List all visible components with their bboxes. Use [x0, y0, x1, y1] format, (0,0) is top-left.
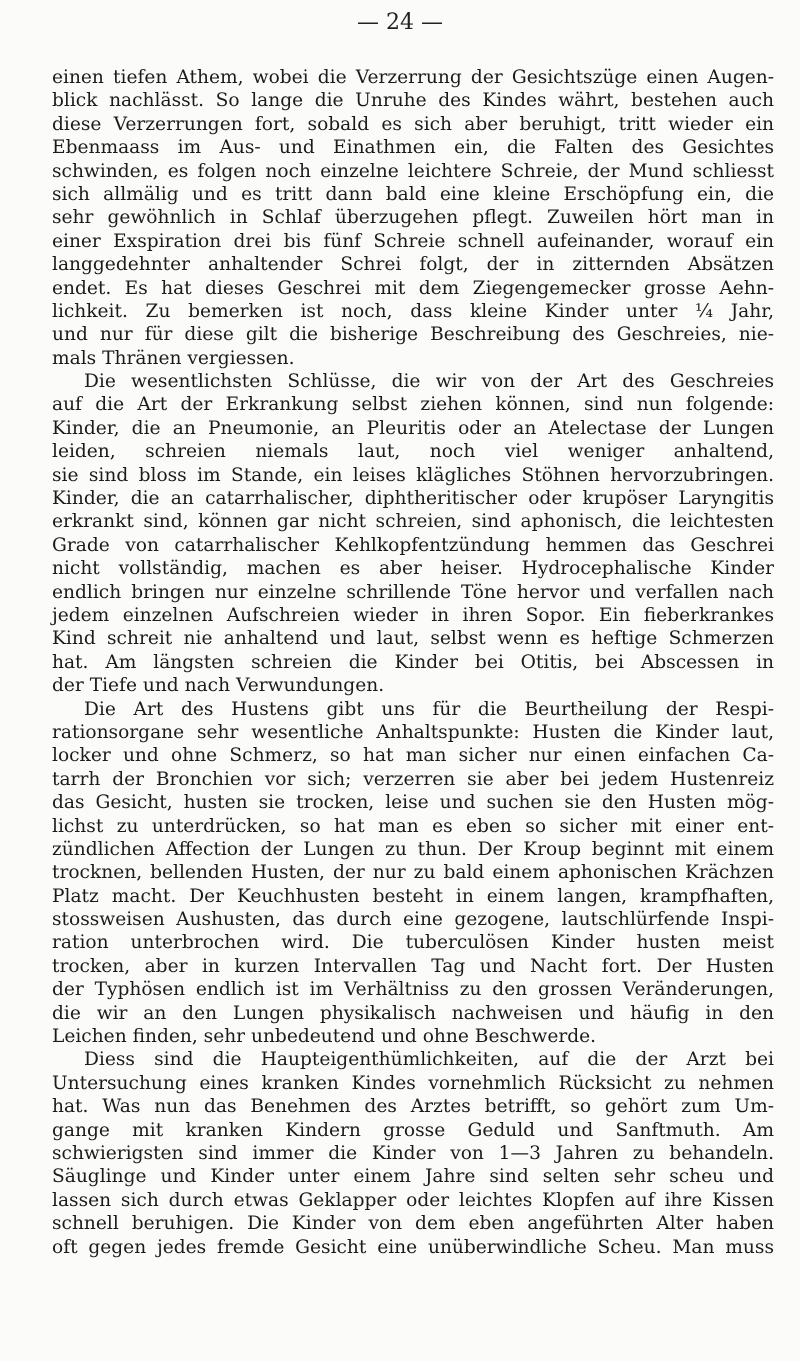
text-line: auf die Art der Erkrankung selbst ziehen können, sind nun folgende: [52, 394, 774, 416]
text-line: zündlichen Affection der Lungen zu thun. Der Kroup beginnt mit einem [52, 838, 774, 860]
text-line: diese Verzerrungen fort, sobald es sich aber beruhigt, tritt wieder ein [52, 113, 774, 135]
text-line: Kind schreit nie anhaltend und laut, selbst wenn es heftige Schmerzen [52, 628, 774, 650]
text-line: der Tiefe und nach Verwundungen. [52, 675, 385, 697]
text-line: einen tiefen Athem, wobei die Verzerrung der Gesichtszüge einen Augen- [52, 67, 774, 88]
text-line: Die wesentlichsten Schlüsse, die wir von der Art des Geschreies [84, 371, 774, 393]
text-line: und nur für diese gilt die bisherige Beschreibung des Geschreies, nie- [52, 324, 774, 346]
text-line: hat. Am längsten schreien die Kinder bei Otitis, bei Abscessen in [52, 651, 774, 673]
text-line: rationsorgane sehr wesentliche Anhaltspunkte: Husten die Kinder laut, [52, 721, 774, 743]
text-line: das Gesicht, husten sie trocken, leise und suchen sie den Husten mög- [52, 792, 774, 814]
text-line: trocken, aber in kurzen Intervallen Tag und Nacht fort. Der Husten [52, 955, 774, 977]
text-line: Untersuchung eines kranken Kindes vornehmlich Rücksicht zu nehmen [52, 1072, 774, 1094]
text-line: schwierigsten sind immer die Kinder von 1—3 Jahren zu behandeln. [52, 1142, 774, 1164]
text-line: stossweisen Aushusten, das durch eine gezogene, lautschlürfende Inspi- [52, 909, 774, 931]
text-line: sehr gewöhnlich in Schlaf überzugehen pflegt. Zuweilen hört man in [52, 207, 774, 229]
text-line: leiden, schreien niemals laut, noch viel weniger anhaltend, [52, 441, 774, 463]
text-line: trocknen, bellenden Husten, der nur zu bald einem aphonischen Krächzen [52, 862, 774, 884]
text-line: ration unterbrochen wird. Die tuberculösen Kinder husten meist [52, 932, 774, 954]
body-text [52, 66, 774, 1259]
text-line: Säuglinge und Kinder unter einem Jahre sind selten sehr scheu und [52, 1166, 774, 1188]
text-line: jedem einzelnen Aufschreien wieder in ihren Sopor. Ein fieberkrankes [52, 604, 774, 626]
text-line: lichkeit. Zu bemerken ist noch, dass kleine Kinder unter ¼ Jahr, [52, 300, 774, 322]
text-line: Diess sind die Haupteigenthümlichkeiten, auf die der Arzt bei [84, 1049, 774, 1071]
text-line: Die Art des Hustens gibt uns für die Beurtheilung der Respi- [84, 698, 774, 720]
text-line: nicht vollständig, machen es aber heiser. Hydrocephalische Kinder [52, 558, 774, 580]
text-line: einer Exspiration drei bis fünf Schreie schnell aufeinander, worauf ein [52, 230, 774, 252]
text-line: Leichen finden, sehr unbedeutend und ohne Beschwerde. [52, 1026, 597, 1048]
text-line: schnell beruhigen. Die Kinder von dem eben angeführten Alter haben [52, 1213, 774, 1235]
text-line: sich allmälig und es tritt dann bald eine kleine Erschöpfung ein, die [52, 183, 774, 205]
text-line: lichst zu unterdrücken, so hat man es eben so sicher mit einer ent- [52, 815, 774, 837]
text-line: langgedehnter anhaltender Schrei folgt, der in zitternden Absätzen [52, 254, 774, 276]
text-line: endlich bringen nur einzelne schrillende Töne hervor und verfallen nach [52, 581, 774, 603]
text-line: Platz macht. Der Keuchhusten besteht in einem langen, krampfhaften, [52, 885, 774, 907]
text-line: Grade von catarrhalischer Kehlkopfentzündung hemmen das Geschrei [52, 534, 774, 556]
text-line: lassen sich durch etwas Geklapper oder leichtes Klopfen auf ihre Kissen [52, 1189, 774, 1211]
page-number: — 24 — [357, 10, 443, 35]
text-line: gange mit kranken Kindern grosse Geduld und Sanftmuth. Am [52, 1119, 774, 1141]
text-line: schwinden, es folgen noch einzelne leichtere Schreie, der Mund schliesst [52, 160, 774, 182]
text-line: sie sind bloss im Stande, ein leises klägliches Stöhnen hervorzubringen. [52, 464, 774, 486]
text-line: erkrankt sind, können gar nicht schreien, sind aphonisch, die leichtesten [52, 511, 774, 533]
text-line: oft gegen jedes fremde Gesicht eine unüberwindliche Scheu. Man muss [52, 1236, 774, 1258]
text-line: endet. Es hat dieses Geschrei mit dem Ziegengemecker grosse Aehn- [52, 277, 774, 299]
text-line: Ebenmaass im Aus- und Einathmen ein, die Falten des Gesichtes [52, 137, 774, 159]
text-line: locker und ohne Schmerz, so hat man sicher nur einen einfachen Ca- [52, 745, 774, 767]
text-line: die wir an den Lungen physikalisch nachweisen und häufig in den [52, 1002, 774, 1024]
text-line: hat. Was nun das Benehmen des Arztes betrifft, so gehört zum Um- [52, 1096, 774, 1118]
text-line: Kinder, die an Pneumonie, an Pleuritis oder an Atelectase der Lungen [52, 417, 774, 439]
text-line: der Typhösen endlich ist im Verhältniss zu den grossen Veränderungen, [52, 979, 774, 1001]
text-line: mals Thränen vergiessen. [52, 347, 295, 369]
text-line: blick nachlässt. So lange die Unruhe des Kindes währt, bestehen auch [52, 90, 774, 112]
text-line: tarrh der Bronchien vor sich; verzerren sie aber bei jedem Hustenreiz [52, 768, 774, 790]
text-line: Kinder, die an catarrhalischer, diphtheritischer oder krupöser Laryngitis [52, 488, 774, 510]
